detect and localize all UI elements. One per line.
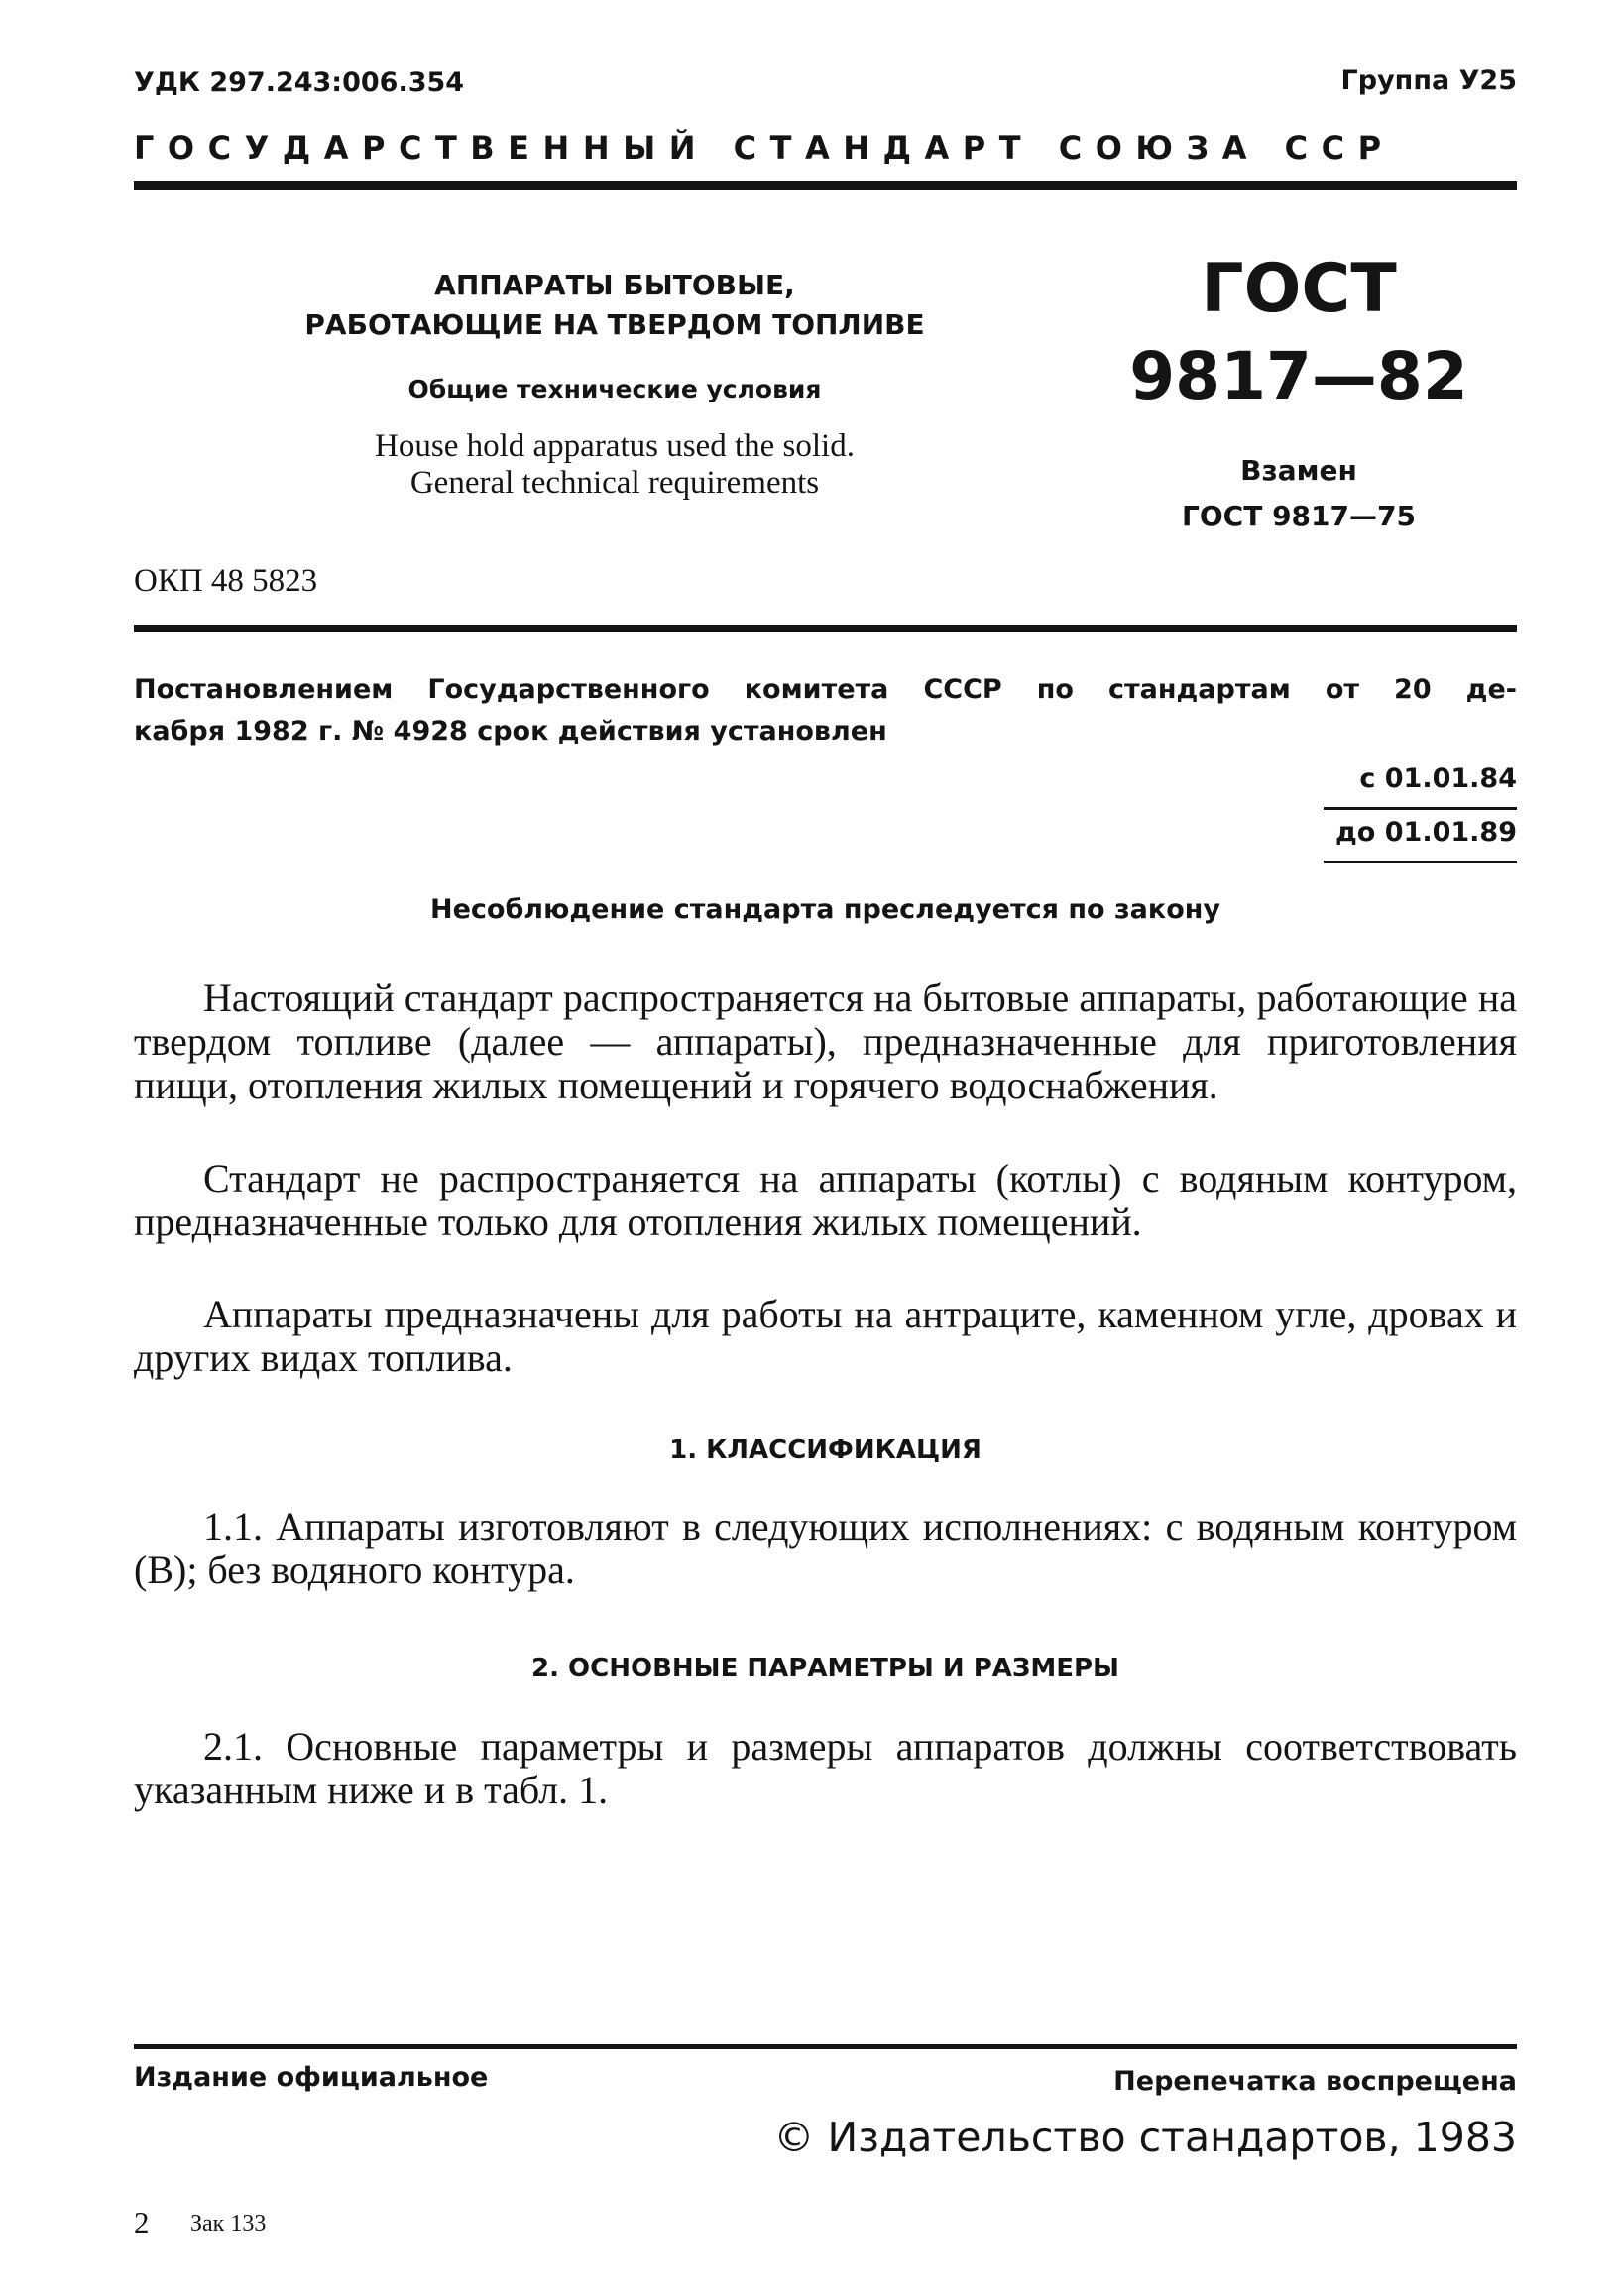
publisher-name: Издательство стандартов, 1983	[827, 2114, 1517, 2161]
valid-to-rule	[1324, 861, 1517, 863]
valid-to: до 01.01.89	[1335, 817, 1517, 848]
header-rule	[134, 181, 1517, 190]
document-subtitle: Общие технические условия	[407, 375, 822, 403]
publisher-line	[694, 2114, 1517, 2161]
section-2-paragraph: 2.1. Основные параметры и размеры аппаратов должны соответствовать указанным ниже и в табл. 1.	[134, 1724, 1517, 1812]
title-line-2: РАБОТАЮЩИЕ НА ТВЕРДОМ ТОПЛИВЕ	[304, 308, 925, 341]
official-edition: Издание официальное	[134, 2062, 489, 2093]
title-block-rule	[134, 625, 1517, 632]
gost-label: ГОСТ	[1201, 250, 1397, 328]
english-title-line-2: General technical requirements	[409, 465, 820, 501]
page-number: 2	[134, 2205, 150, 2239]
intro-paragraph-1: Настоящий стандарт распространяется на бытовые аппараты, работающие на твердом топливе (далее — аппараты), предназначенные для приготовления пищи, отопления жилых помещений и горячего водоснабжения.	[134, 976, 1517, 1107]
order-number: Зак 133	[190, 2211, 267, 2237]
english-title-line-1: House hold apparatus used the solid.	[375, 428, 855, 464]
english-title	[268, 428, 962, 502]
decree-line-1: Постановлением Государственного комитета СССР по стандартам от 20 де-	[134, 674, 1517, 705]
decree-line-2: кабря 1982 г. № 4928 срок действия установлен	[134, 716, 887, 746]
title-line-1: АППАРАТЫ БЫТОВЫЕ,	[434, 269, 795, 301]
section-1-paragraph: 1.1. Аппараты изготовляют в следующих исполнениях: с водяным контуром (В); без водяного контура.	[134, 1504, 1517, 1592]
gost-number: 9817—82	[1129, 338, 1468, 414]
reprint-prohibited: Перепечатка воспрещена	[1113, 2066, 1517, 2097]
valid-from: с 01.01.84	[1359, 763, 1517, 794]
footer-rule	[134, 2044, 1517, 2049]
valid-from-rule	[1324, 807, 1517, 810]
section-1-heading: 1. КЛАССИФИКАЦИЯ	[669, 1435, 982, 1465]
udk-code: УДК 297.243:006.354	[134, 67, 465, 98]
section-2-heading: 2. ОСНОВНЫЕ ПАРАМЕТРЫ И РАЗМЕРЫ	[531, 1654, 1119, 1683]
copyright-icon: ©	[773, 2114, 815, 2161]
law-notice: Несоблюдение стандарта преследуется по закону	[429, 894, 1221, 925]
state-standard-banner: ГОСУДАРСТВЕННЫЙ СТАНДАРТ СОЮЗА ССР	[134, 129, 1395, 167]
intro-paragraph-3: Аппараты предназначены для работы на антраците, каменном угле, дровах и других видах топлива.	[134, 1292, 1517, 1380]
replaces-value: ГОСТ 9817—75	[1182, 500, 1416, 532]
document-title	[268, 266, 962, 345]
group-code: Группа У25	[1340, 65, 1517, 96]
okp-code: ОКП 48 5823	[134, 563, 318, 599]
intro-paragraph-2: Стандарт не распространяется на аппараты (котлы) с водяным контуром, предназначенные только для отопления жилых помещений.	[134, 1156, 1517, 1244]
replaces-label: Взамен	[1240, 454, 1357, 487]
